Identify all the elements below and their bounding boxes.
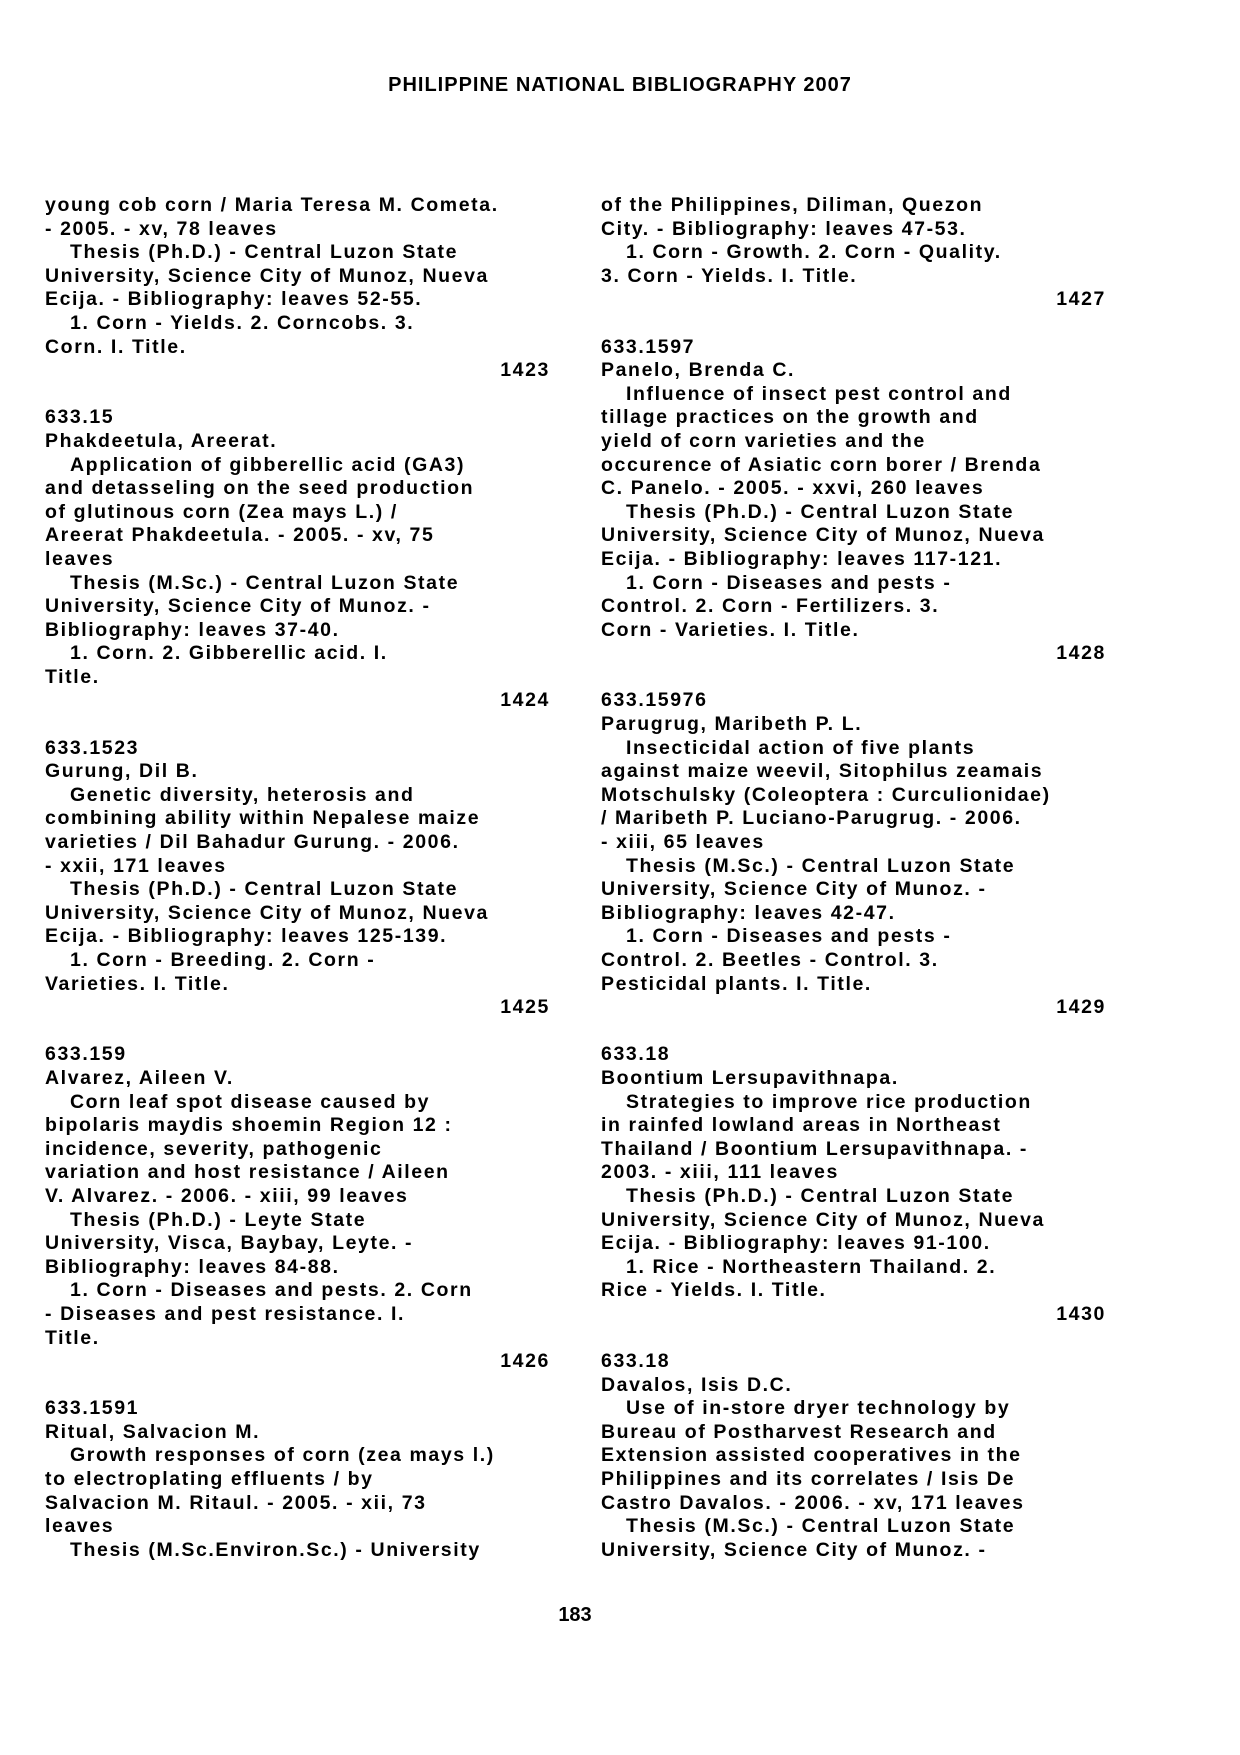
- entry-line: Corn. I. Title.: [45, 335, 187, 358]
- continued-entry: [601, 194, 1106, 312]
- entry-line: Bibliography: leaves 37-40.: [45, 618, 340, 641]
- entry-author: Ritual, Salvacion M.: [45, 1420, 261, 1443]
- entry-line: University, Science City of Munoz, Nueva: [601, 1208, 1045, 1231]
- call-number: 633.15976: [601, 689, 708, 712]
- bibliography-entry: [45, 1397, 550, 1562]
- left-column: [45, 194, 550, 1562]
- entry-line: and detasseling on the seed production: [45, 477, 475, 500]
- entry-line: Control. 2. Beetles - Control. 3.: [601, 949, 939, 971]
- entry-author: Panelo, Brenda C.: [601, 359, 796, 382]
- entry-line: Thesis (Ph.D.) - Leyte State: [70, 1208, 367, 1231]
- entry-line: University, Science City of Munoz. -: [601, 878, 987, 901]
- entry-line: Salvacion M. Ritaul. - 2005. - xii, 73: [45, 1491, 427, 1514]
- entry-line: Ecija. - Bibliography: leaves 52-55.: [45, 288, 423, 311]
- entry-author: Phakdeetula, Areerat.: [45, 429, 278, 452]
- entry-line: variation and host resistance / Aileen: [45, 1161, 450, 1184]
- entry-line: occurence of Asiatic corn borer / Brenda: [601, 453, 1042, 476]
- entry-line: 1. Corn. 2. Gibberellic acid. I.: [70, 642, 388, 665]
- entry-line: Bibliography: leaves 84-88.: [45, 1255, 340, 1278]
- entry-author: Alvarez, Aileen V.: [45, 1066, 234, 1089]
- entry-line: 1. Corn - Diseases and pests -: [626, 925, 952, 948]
- page-number: 183: [558, 1604, 592, 1626]
- entry-line: leaves: [45, 1515, 115, 1538]
- entry-line: Rice - Yields. I. Title.: [601, 1279, 827, 1302]
- entry-line: - xxii, 171 leaves: [45, 854, 227, 877]
- entry-line: against maize weevil, Sitophilus zeamais: [601, 760, 1044, 783]
- entry-line: incidence, severity, pathogenic: [45, 1137, 383, 1160]
- entry-line: Ecija. - Bibliography: leaves 117-121.: [601, 547, 1003, 570]
- entry-line: University, Science City of Munoz. -: [601, 1538, 987, 1561]
- entry-number: 1425: [500, 996, 550, 1019]
- entry-line: Influence of insect pest control and: [626, 382, 1012, 405]
- bibliography-entry: [45, 737, 550, 1020]
- bibliography-entry: [45, 1043, 550, 1373]
- entry-line: Thesis (M.Sc.) - Central Luzon State: [70, 571, 460, 594]
- entry-line: University, Science City of Munoz, Nueva: [45, 901, 489, 924]
- entry-line: Ecija. - Bibliography: leaves 125-139.: [45, 925, 448, 948]
- call-number: 633.15: [45, 406, 115, 429]
- entry-line: of glutinous corn (Zea mays L.) /: [45, 500, 398, 523]
- entry-line: Corn - Varieties. I. Title.: [601, 618, 860, 641]
- entry-line: 1. Corn - Growth. 2. Corn - Quality.: [626, 241, 1002, 264]
- entry-line: C. Panelo. - 2005. - xxvi, 260 leaves: [601, 477, 985, 500]
- entry-line: 2003. - xiii, 111 leaves: [601, 1161, 839, 1184]
- bibliography-entry: [601, 336, 1106, 666]
- entry-line: University, Science City of Munoz, Nueva: [45, 264, 489, 287]
- entry-line: - 2005. - xv, 78 leaves: [45, 217, 278, 240]
- entry-line: Strategies to improve rice production: [626, 1090, 1032, 1113]
- entry-line: 1. Corn - Diseases and pests -: [626, 571, 952, 594]
- entry-line: / Maribeth P. Luciano-Parugrug. - 2006.: [601, 807, 1022, 830]
- entry-line: Thesis (M.Sc.) - Central Luzon State: [626, 854, 1016, 877]
- entry-line: in rainfed lowland areas in Northeast: [601, 1114, 1002, 1137]
- entry-number: 1428: [1056, 642, 1106, 665]
- entry-line: of the Philippines, Diliman, Quezon: [601, 194, 984, 216]
- entry-line: Varieties. I. Title.: [45, 972, 230, 995]
- entry-line: leaves: [45, 547, 115, 570]
- entry-line: 3. Corn - Yields. I. Title.: [601, 264, 858, 287]
- entry-line: Pesticidal plants. I. Title.: [601, 972, 872, 995]
- entry-line: Genetic diversity, heterosis and: [70, 783, 415, 806]
- entry-line: - Diseases and pest resistance. I.: [45, 1302, 406, 1325]
- call-number: 633.18: [601, 1350, 671, 1373]
- entry-line: Thesis (Ph.D.) - Central Luzon State: [70, 878, 459, 901]
- entry-line: Control. 2. Corn - Fertilizers. 3.: [601, 595, 940, 618]
- entry-number: 1426: [500, 1350, 550, 1373]
- bibliography-entry: [601, 689, 1106, 1019]
- entry-line: Bureau of Postharvest Research and: [601, 1420, 997, 1443]
- bibliography-entry: [601, 1043, 1106, 1326]
- call-number: 633.159: [45, 1043, 127, 1066]
- entry-line: Growth responses of corn (zea mays l.): [70, 1444, 495, 1467]
- entry-line: bipolaris maydis shoemin Region 12 :: [45, 1114, 453, 1137]
- entry-line: Corn leaf spot disease caused by: [70, 1090, 431, 1113]
- entry-line: University, Science City of Munoz, Nueva: [601, 524, 1045, 547]
- page-header: PHILIPPINE NATIONAL BIBLIOGRAPHY 2007: [388, 74, 852, 96]
- entry-line: Thesis (M.Sc.) - Central Luzon State: [626, 1515, 1016, 1538]
- call-number: 633.18: [601, 1043, 671, 1066]
- continued-entry: [45, 194, 550, 383]
- bibliography-entry: [601, 1350, 1106, 1562]
- entry-line: Insecticidal action of five plants: [626, 736, 976, 759]
- entry-line: Ecija. - Bibliography: leaves 91-100.: [601, 1232, 991, 1255]
- entry-line: Extension assisted cooperatives in the: [601, 1444, 1022, 1467]
- entry-line: 1. Corn - Yields. 2. Corncobs. 3.: [70, 311, 415, 334]
- entry-line: Title.: [45, 1326, 100, 1349]
- entry-number: 1429: [1056, 996, 1106, 1019]
- entry-line: Thailand / Boontium Lersupavithnapa. -: [601, 1137, 1028, 1160]
- entry-author: Davalos, Isis D.C.: [601, 1373, 793, 1396]
- call-number: 633.1591: [45, 1397, 140, 1420]
- entry-line: V. Alvarez. - 2006. - xiii, 99 leaves: [45, 1184, 409, 1207]
- entry-author: Parugrug, Maribeth P. L.: [601, 713, 863, 736]
- entry-line: Motschulsky (Coleoptera : Curculionidae): [601, 783, 1051, 806]
- entry-line: Title.: [45, 665, 100, 688]
- entry-line: varieties / Dil Bahadur Gurung. - 2006.: [45, 831, 460, 854]
- entry-line: Bibliography: leaves 42-47.: [601, 901, 896, 924]
- entry-line: Areerat Phakdeetula. - 2005. - xv, 75: [45, 524, 435, 547]
- right-column: [601, 194, 1106, 1562]
- entry-number: 1427: [1056, 288, 1106, 311]
- entry-line: - xiii, 65 leaves: [601, 831, 765, 854]
- entry-line: 1. Corn - Diseases and pests. 2. Corn: [70, 1279, 473, 1302]
- entry-line: City. - Bibliography: leaves 47-53.: [601, 217, 967, 240]
- entry-line: Castro Davalos. - 2006. - xv, 171 leaves: [601, 1491, 1025, 1514]
- entry-line: tillage practices on the growth and: [601, 406, 979, 429]
- entry-line: Thesis (Ph.D.) - Central Luzon State: [626, 500, 1015, 523]
- entry-line: University, Visca, Baybay, Leyte. -: [45, 1232, 414, 1255]
- entry-line: Application of gibberellic acid (GA3): [70, 453, 466, 476]
- entry-line: Thesis (Ph.D.) - Central Luzon State: [626, 1184, 1015, 1207]
- entry-line: 1. Corn - Breeding. 2. Corn -: [70, 949, 376, 971]
- entry-line: Philippines and its correlates / Isis De: [601, 1468, 1016, 1491]
- entry-line: University, Science City of Munoz. -: [45, 595, 431, 618]
- call-number: 633.1523: [45, 736, 140, 759]
- entry-number: 1430: [1056, 1302, 1106, 1325]
- entry-author: Gurung, Dil B.: [45, 760, 199, 783]
- entry-number: 1424: [500, 689, 550, 712]
- entry-number: 1423: [500, 359, 550, 382]
- entry-line: to electroplating effluents / by: [45, 1468, 374, 1491]
- bibliography-entry: [45, 406, 550, 713]
- entry-line: Thesis (M.Sc.Environ.Sc.) - University: [70, 1538, 481, 1561]
- entry-line: yield of corn varieties and the: [601, 429, 926, 452]
- call-number: 633.1597: [601, 335, 696, 358]
- entry-line: young cob corn / Maria Teresa M. Cometa.: [45, 194, 499, 216]
- entry-line: Thesis (Ph.D.) - Central Luzon State: [70, 241, 459, 264]
- entry-line: 1. Rice - Northeastern Thailand. 2.: [626, 1255, 997, 1278]
- entry-line: combining ability within Nepalese maize: [45, 807, 481, 830]
- entry-line: Use of in-store dryer technology by: [626, 1397, 1011, 1420]
- entry-author: Boontium Lersupavithnapa.: [601, 1066, 899, 1089]
